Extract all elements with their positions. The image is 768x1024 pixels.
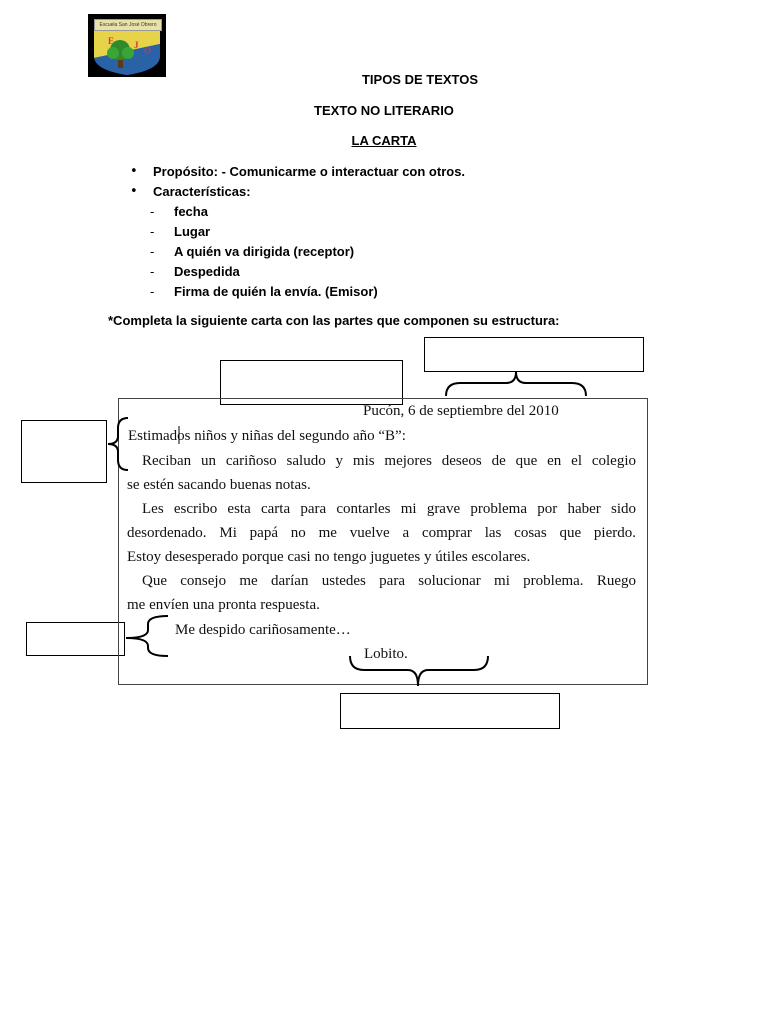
answer-box-farewell[interactable] [26,622,125,656]
svg-text:J: J [134,40,139,50]
letter-farewell: Me despido cariñosamente… [175,622,351,638]
dash-marker: - [150,224,155,239]
school-logo [88,14,166,77]
characteristic-item: A quién va dirigida (receptor) [174,244,355,259]
instruction-text: *Completa la siguiente carta con las partes que componen su estructura: [108,313,560,328]
page-title: TIPOS DE TEXTOS [361,72,479,87]
topic-heading: LA CARTA [351,133,417,148]
characteristic-item: Despedida [174,264,240,279]
letter-date-line: Pucón, 6 de septiembre del 2010 [363,403,559,419]
purpose-item: Propósito: - Comunicarme o interactuar con otros. [153,164,466,179]
bullet-icon: • [130,164,138,179]
svg-text:O: O [144,46,152,56]
letter-body-line: me envíen una pronta respuesta. [127,597,320,613]
logo-banner: Escuela San José Obrero [94,19,162,31]
answer-box-date-place[interactable] [424,337,644,372]
answer-box-signature[interactable] [340,693,560,729]
dash-marker: - [150,264,155,279]
dash-marker: - [150,204,155,219]
letter-signature: Lobito. [364,646,408,662]
bullet-icon: • [130,184,138,199]
characteristic-item: Firma de quién la envía. (Emisor) [174,284,378,299]
answer-box-receptor[interactable] [21,420,107,483]
letter-body-line: Estoy desesperado porque casi no tengo juguetes y útiles escolares. [127,549,531,565]
letter-body-line: Les escribo esta carta para contarles mi grave problema por haber sido [142,501,636,517]
characteristics-heading: Características: [153,184,251,199]
page-subtitle: TEXTO NO LITERARIO [314,103,454,118]
school-crest-icon [88,14,166,77]
dash-marker: - [150,244,155,259]
letter-greeting: Estimados niños y niñas del segundo año “B”: [128,428,406,444]
dash-marker: - [150,284,155,299]
characteristic-item: Lugar [174,224,211,239]
letter-body-line: desordenado. Mi papá no me vuelve a comprar las cosas que pierdo. [127,525,636,541]
svg-text:E: E [108,36,115,46]
curly-brace-top [446,372,586,396]
characteristic-item: fecha [174,204,208,219]
letter-body-line: se estén sacando buenas notas. [127,477,311,493]
letter-body-line: Reciban un cariñoso saludo y mis mejores deseos de que en el colegio [142,453,636,469]
letter-body-line: Que consejo me darían ustedes para solucionar mi problema. Ruego [142,573,636,589]
